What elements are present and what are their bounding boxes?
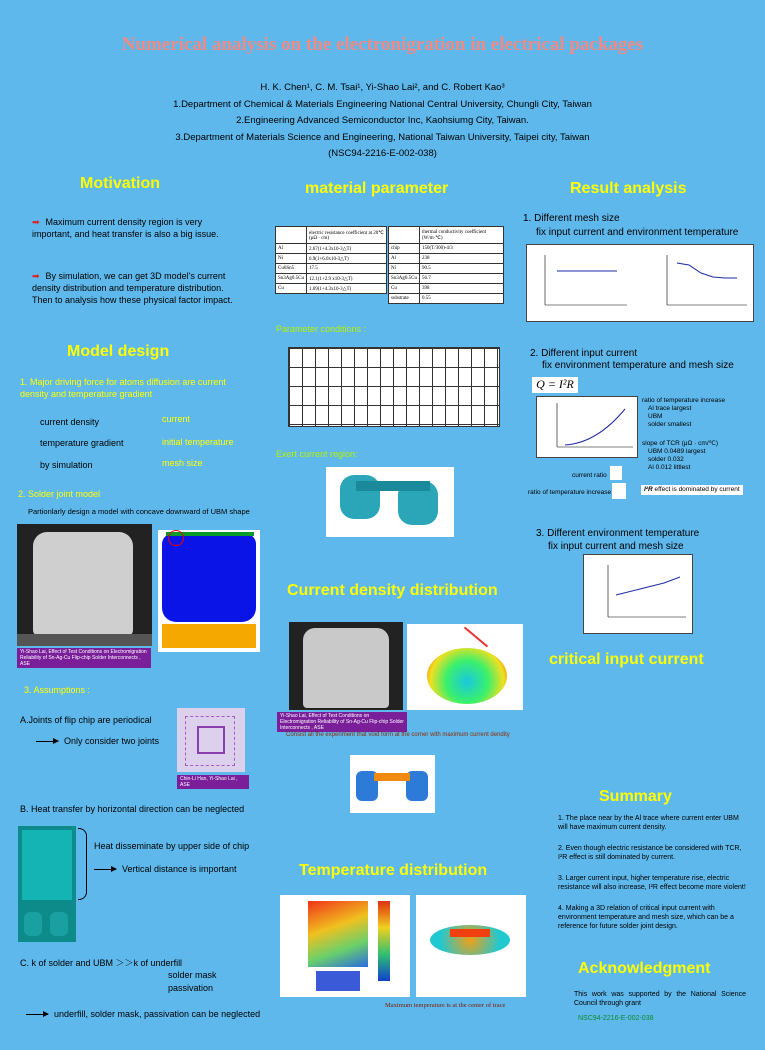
- mesh-size-plots: [526, 244, 754, 322]
- table-row: [276, 254, 387, 264]
- current-density-sem-caption: Yi-Shao Lai, Effect of Test Conditions on Electromigration Reliability of Sn-Ag-Cu Flip-chip Solder Interconnects , ASE: [277, 712, 407, 732]
- table-cell: 12.1(1+2.9 x10-3△T): [306, 274, 386, 284]
- summary-item: 2. Even though electric resistance be considered with TCR, I²R effect is still dominated by current.: [558, 845, 742, 861]
- environment-temp-plot-svg: [584, 555, 692, 633]
- motivation-text-1: Maximum current density region is very important, and heat transfer is also a big issue.: [32, 217, 219, 239]
- acknowledgment-heading: Acknowledgment: [578, 960, 711, 977]
- arrow-right-icon: [26, 1014, 48, 1015]
- dominated-note: [641, 485, 743, 495]
- temperature-trace-image: [416, 895, 526, 997]
- table-cell: Al: [389, 254, 420, 264]
- assumption-c: C. k of solder and UBM ＞＞k of underfill: [20, 958, 183, 968]
- current-ratio-formula: [610, 466, 622, 480]
- ratio-note: Al trace largest: [648, 405, 692, 412]
- summary-list: [558, 814, 750, 931]
- summary-item: 1. The place near by the Al trace where current enter UBM will have maximum current density.: [558, 815, 739, 831]
- affiliation-2: 2.Engineering Advanced Semiconductor Inc, Kaohsiumg City, Taiwan.: [236, 115, 529, 126]
- tcr-note: Al 0.012 littlest: [648, 464, 691, 471]
- table-cell: Al: [276, 244, 307, 254]
- model-row-right-3: mesh size: [162, 458, 203, 468]
- input-current-plot-svg: [537, 397, 637, 457]
- table-cell: chip: [389, 244, 420, 254]
- motivation-bullet-1: [32, 216, 242, 240]
- current-density-contour-image: [407, 624, 523, 710]
- trace-current-model-image: [350, 755, 435, 813]
- table-cell: Ni: [276, 254, 307, 264]
- affiliation-3: 3.Department of Materials Science and Engineering, National Taiwan University, Taipei city, Taiwan: [175, 131, 590, 143]
- critical-current-heading: critical input current: [549, 651, 704, 668]
- table-cell: 90.5: [419, 264, 503, 274]
- temperature-chip-image: [280, 895, 410, 997]
- model-row-right-1: current: [162, 414, 191, 424]
- table-header-row: [389, 227, 504, 244]
- result-section-1: 1. Different mesh size: [523, 213, 620, 224]
- brace-icon: [78, 828, 87, 900]
- table-cell: 150(T/300)-4/3: [419, 244, 503, 254]
- table-cell: [389, 227, 420, 244]
- flip-chip-caption: Chin-Li Han, Yi-Shao Lai , ASE: [177, 775, 249, 789]
- tcr-note: slope of TCR (μΩ · cm/℃): [642, 440, 719, 447]
- ratio-note: UBM: [648, 413, 663, 420]
- heat-note-2: [94, 863, 237, 875]
- table-cell: 2.67(1+4.3x10-3△T): [306, 244, 386, 254]
- table-row: [276, 274, 387, 284]
- summary-heading: Summary: [599, 788, 672, 805]
- model-row-left-1: current density: [40, 417, 100, 427]
- table-cell: electric resistance coefficient at 20℃ (μΩ · cm): [306, 227, 386, 244]
- environment-temp-plot: [583, 554, 693, 634]
- table-cell: Ni: [389, 264, 420, 274]
- input-current-plot: [536, 396, 638, 458]
- assumption-a: A.Joints of flip chip are periodical: [20, 715, 152, 725]
- table-cell: [276, 227, 307, 244]
- table-cell: 56.7: [419, 274, 503, 284]
- table-cell: Sn3Ag0.5Cu: [276, 274, 307, 284]
- current-ratio-label: current ratio: [572, 472, 607, 479]
- table-cell: thermal conductivity coefficient (W/m·℃): [419, 227, 503, 244]
- table-cell: 17.5: [306, 264, 386, 274]
- table-row: [276, 284, 387, 294]
- model-point-1: 1. Major driving force for atoms diffusion are current density and temperature gradient: [20, 377, 226, 399]
- parameter-conditions-title: Parameter conditions :: [276, 324, 367, 334]
- resistance-table: [275, 226, 387, 294]
- table-cell: 0.55: [419, 294, 503, 304]
- temp-ratio-formula: [612, 483, 626, 499]
- table-cell: 6.9(1+6.0x10-3△T): [306, 254, 386, 264]
- chip-3d-model-image: [18, 826, 76, 942]
- model-point-3: 3. Assumptions :: [24, 685, 91, 695]
- material-heading: material parameter: [305, 180, 449, 197]
- table-row: [389, 264, 504, 274]
- tcr-note: UBM 0.0489 largest: [648, 448, 706, 455]
- model-row-left-3: by simulation: [40, 460, 93, 470]
- tcr-notes: [642, 440, 718, 472]
- table-cell: substrate: [389, 294, 420, 304]
- table-header-row: [276, 227, 387, 244]
- model-point-2: 2. Solder joint model: [18, 489, 101, 499]
- table-cell: Cu6Sn5: [276, 264, 307, 274]
- grant-number: (NSC94-2216-E-002-038): [328, 148, 437, 159]
- affiliation-1: 1.Department of Chemical & Materials Engineering National Central University, Chungli City, Taiwan: [173, 98, 592, 110]
- solder-model-diagram: [158, 530, 260, 652]
- result-section-2b: fix environment temperature and mesh size: [542, 360, 734, 371]
- arrow-bullet-icon: ➡: [32, 271, 40, 281]
- temperature-note: Maximum temperature is at the center of trace: [385, 1002, 506, 1009]
- assumption-a2-text: Only consider two joints: [64, 736, 160, 746]
- acknowledgment-text: This work was supported by the National Science Council through grant: [574, 991, 746, 1007]
- dominated-text: effect is dominated by current: [654, 486, 740, 493]
- table-row: [276, 244, 387, 254]
- motivation-text-2: By simulation, we can get 3D model's current density distribution and temperature distribution. Then to analysis how these physical factor impact.: [32, 271, 233, 305]
- table-cell: 398: [419, 284, 503, 294]
- i2r-symbol: I²R: [644, 486, 653, 493]
- table-row: [389, 294, 504, 304]
- ratio-note: solder smallest: [648, 421, 692, 428]
- table-row: [389, 284, 504, 294]
- conductivity-table: [388, 226, 504, 304]
- arrow-right-icon: [94, 869, 116, 870]
- result-section-3: 3. Different environment temperature: [536, 528, 700, 539]
- summary-item: 4. Making a 3D relation of critical input current with environment temperature and mesh size, which can be a reference for future solder joint design.: [558, 905, 734, 930]
- sem-solder-image: [17, 524, 152, 646]
- flip-chip-layout-image: [177, 708, 245, 772]
- table-cell: Sn3Ag0.5Cu: [389, 274, 420, 284]
- authors-block: [0, 80, 765, 163]
- arrow-right-icon: [36, 741, 58, 742]
- motivation-bullet-2: [32, 270, 242, 306]
- model-row-left-2: temperature gradient: [40, 438, 124, 448]
- author-names: H. K. Chen¹, C. M. Tsai¹, Yi-Shao Lai², and C. Robert Kao³: [260, 82, 505, 93]
- partial-design-note: Partionlarly design a model with concave downward of UBM shape: [28, 507, 250, 516]
- mesh-size-plot-svg: [527, 245, 753, 321]
- exert-current-model-image: [326, 467, 454, 537]
- exert-current-title: Exert current region:: [276, 449, 358, 459]
- assumption-c4-text: underfill, solder mask, passivation can be neglected: [54, 1009, 261, 1019]
- table-cell: Cu: [276, 284, 307, 294]
- sem-caption: Yi-Shao Lai, Effect of Test Conditions on Electromigration Reliability of Sn-Ag-Cu Flip-chip Solder Interconnects , ASE: [17, 648, 151, 668]
- parameter-conditions-table: [288, 347, 500, 427]
- table-row: [276, 264, 387, 274]
- assumption-b: B. Heat transfer by horizontal direction can be neglected: [20, 804, 245, 814]
- current-density-sem-image: [289, 622, 403, 710]
- result-section-1b: fix input current and environment temperature: [536, 227, 739, 238]
- table-row: [389, 254, 504, 264]
- table-cell: 238: [419, 254, 503, 264]
- current-density-heading: Current density distribution: [287, 582, 498, 599]
- temperature-heading: Temperature distribution: [299, 862, 488, 879]
- table-cell: Cu: [389, 284, 420, 294]
- motivation-heading: Motivation: [80, 175, 160, 192]
- tcr-note: solder 0.032: [648, 456, 684, 463]
- result-section-2: 2. Different input current: [530, 348, 638, 359]
- result-analysis-heading: Result analysis: [570, 180, 687, 197]
- table-row: [389, 244, 504, 254]
- current-density-note: Consist all the experiment that void form at the corner with maximum current dendity: [286, 732, 510, 738]
- acknowledgment-grant: NSC94-2216-E-002-038: [578, 1015, 654, 1022]
- heat-note-1: Heat disseminate by upper side of chip: [94, 841, 250, 851]
- formula-q-i2r: Q = I²R: [532, 377, 578, 393]
- assumption-c2: solder mask: [168, 970, 217, 980]
- arrow-bullet-icon: ➡: [32, 217, 40, 227]
- result-section-3b: fix input current and mesh size: [548, 541, 684, 552]
- heat-note-2-text: Vertical distance is important: [122, 864, 237, 874]
- ratio-note: ratio of temperature increase: [642, 397, 726, 404]
- table-row: [389, 274, 504, 284]
- table-cell: 1.69(1+4.3x10-3△T): [306, 284, 386, 294]
- ratio-notes: [642, 397, 725, 429]
- assumption-a2: [36, 735, 159, 747]
- summary-item: 3. Larger current input, higher temperature rise, electric resistance will also increase, I²R effect become more violent!: [558, 875, 746, 891]
- assumption-c3: passivation: [168, 983, 214, 993]
- highlight-circle: [168, 530, 184, 546]
- temp-ratio-label: ratio of temperature increase: [528, 489, 612, 496]
- model-design-heading: Model design: [67, 343, 170, 360]
- model-row-right-2: initial temperature: [162, 437, 234, 447]
- poster-title: Numerical analysis on the electronigration in electrical packages: [121, 34, 644, 55]
- assumption-c4: [26, 1008, 260, 1020]
